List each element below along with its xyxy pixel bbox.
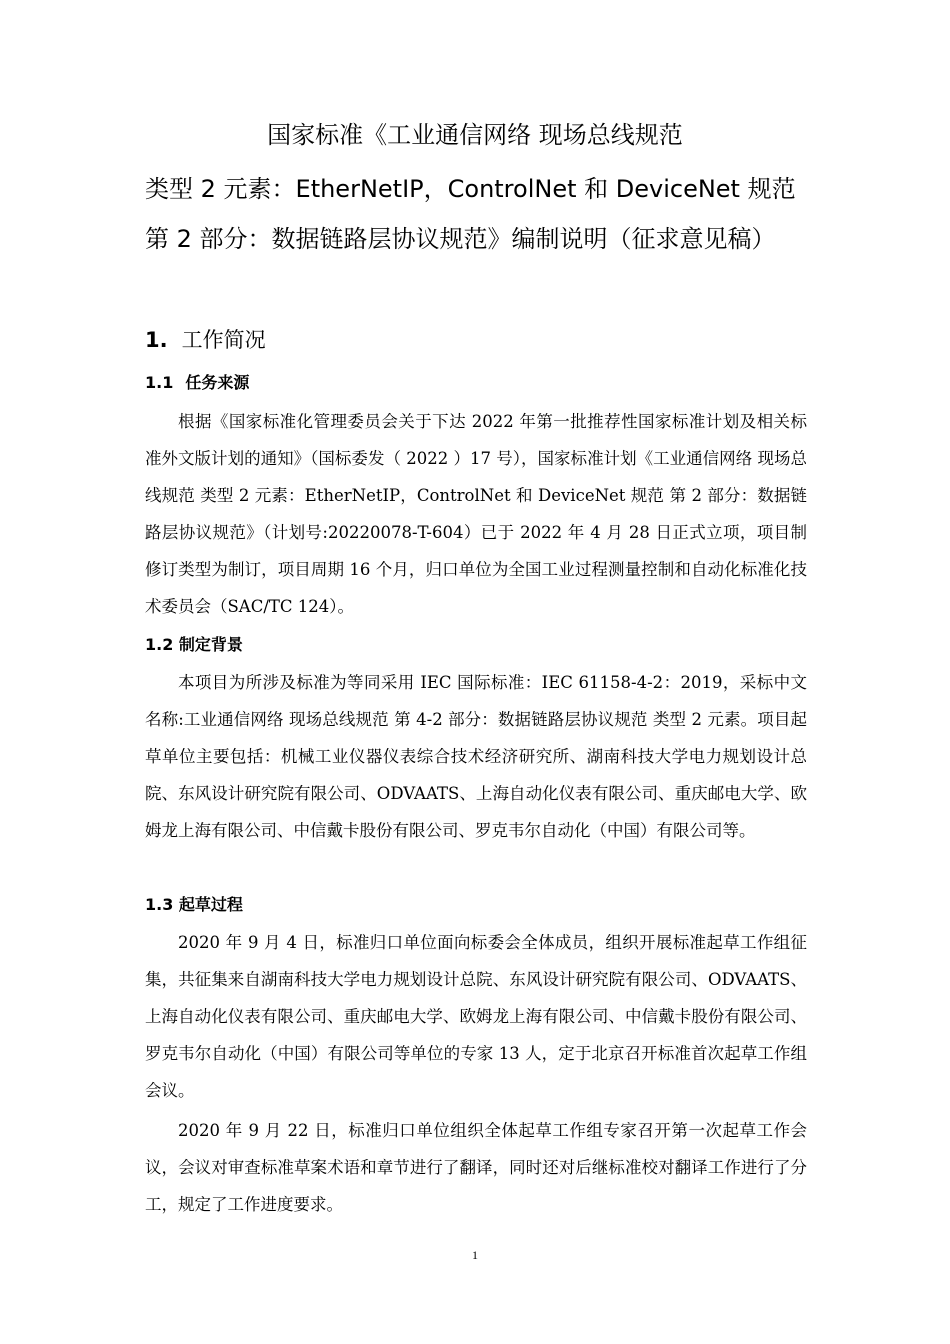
title-line-1: 国家标准《工业通信网络 现场总线规范 bbox=[267, 121, 683, 149]
subsection-title: 任务来源 bbox=[185, 373, 250, 392]
subsection-heading-task-source bbox=[145, 371, 249, 395]
section-heading-work-overview bbox=[145, 325, 266, 355]
paragraph-background: 本项目为所涉及标准为等同采用 IEC 国际标准：IEC 61158-4-2：2019，采标中文名称:工业通信网络 现场总线规范 第 4-2 部分：数据链路层协议规范 类型 2 元素。项目起草单位主要包括：机械工业仪器仪表综合技术经济研究所、湖南科技大学电力规划设计总院、东风设计研究院有限公司、ODVAATS、上海自动化仪表有限公司、重庆邮电大学、欧姆龙上海有限公司、中信戴卡股份有限公司、罗克韦尔自动化（中国）有限公司等。 bbox=[145, 673, 807, 840]
title-line-2: 类型 2 元素：EtherNetIP，ControlNet 和 DeviceNet 规范 bbox=[145, 175, 796, 203]
paragraph-drafting-process-2: 2020 年 9 月 22 日，标准归口单位组织全体起草工作组专家召开第一次起草工作会议，会议对审查标准草案术语和章节进行了翻译，同时还对后继标准校对翻译工作进行了分工，规定了工作进度要求。 bbox=[145, 1121, 807, 1214]
subsection-heading-drafting-process: 1.3 起草过程 bbox=[145, 895, 243, 914]
paragraph-task-source: 根据《国家标准化管理委员会关于下达 2022 年第一批推荐性国家标准计划及相关标准外文版计划的通知》（国标委发（ 2022 ）17 号），国家标准计划《工业通信网络 现场总线规范 类型 2 元素：EtherNetIP，ControlNet 和 DeviceNet 规范 第 2 部分：数据链路层协议规范》（计划号:20220078-T-604）已于 2022 年 4 月 28 日正式立项，项目制修订类型为制订，项目周期 16 个月，归口单位为全国工业过程测量控制和自动化标准化技术委员会（SAC/TC 124）。 bbox=[145, 412, 807, 616]
title-line-3: 第 2 部分：数据链路层协议规范》编制说明（征求意见稿） bbox=[145, 225, 776, 253]
section-number: 1. bbox=[145, 328, 168, 352]
page-number: 1 bbox=[472, 1248, 478, 1262]
subsection-number: 1.1 bbox=[145, 373, 174, 392]
subsection-heading-background: 1.2 制定背景 bbox=[145, 635, 243, 654]
paragraph-drafting-process-1: 2020 年 9 月 4 日，标准归口单位面向标委会全体成员，组织开展标准起草工作组征集，共征集来自湖南科技大学电力规划设计总院、东风设计研究院有限公司、ODVAATS、上海自动化仪表有限公司、重庆邮电大学、欧姆龙上海有限公司、中信戴卡股份有限公司、罗克韦尔自动化（中国）有限公司等单位的专家 13 人，定于北京召开标准首次起草工作组会议。 bbox=[145, 933, 807, 1100]
section-title: 工作简况 bbox=[181, 328, 266, 352]
